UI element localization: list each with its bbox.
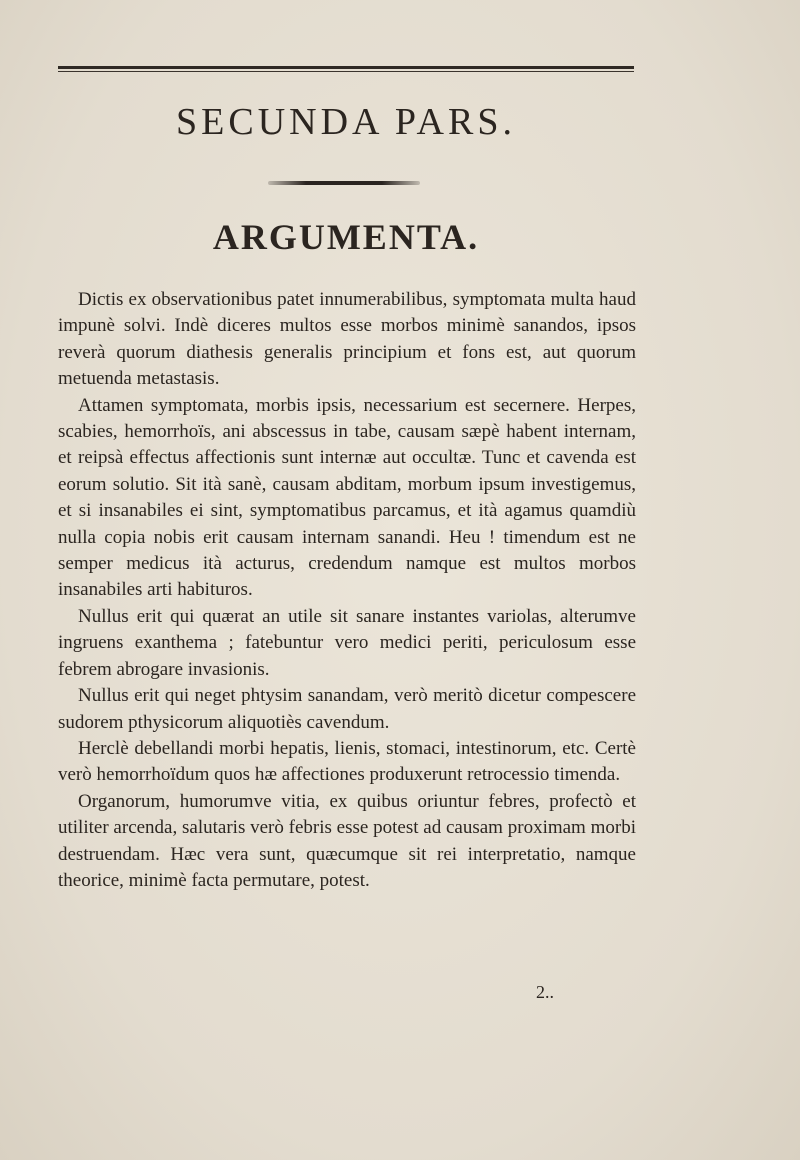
paragraph: Organorum, humorumve vitia, ex quibus oriuntur febres, profectò et utiliter arcenda, salutaris verò febris esse potest ad causam proximam morbi destruendam. Hæc vera sunt, quæcumque sit rei interpretatio, namque theorice, minimè facta permutare, potest.: [58, 790, 636, 891]
paragraph: Dictis ex observationibus patet innumerabilibus, symptomata multa haud impunè solvi. Indè diceres multos esse morbos minimè sanandos, ipsos reverà quorum diathesis generalis principium et fons est, aut quorum metuenda metastasis.: [58, 289, 636, 390]
paragraph: Nullus erit qui quærat an utile sit sanare instantes variolas, alterumve ingruens exanthema ; fatebuntur vero medici periti, periculosum esse febrem abrogare invasionis.: [58, 605, 636, 680]
ornamental-rule: [268, 181, 420, 185]
body-text: [58, 287, 636, 894]
paragraph: Herclè debellandi morbi hepatis, lienis, stomaci, intestinorum, etc. Certè verò hemorrhoïdum quos hæ affectiones produxerunt retrocessio timenda.: [58, 737, 636, 786]
paragraph: Attamen symptomata, morbis ipsis, necessarium est secernere. Herpes, scabies, hemorrhoïs, ani abscessus in tabe, causam sæpè habent internam, et reipsà effectus affectionis sunt internæ aut occultæ. Tunc et cavenda est eorum solutio. Sit ità sanè, causam abditam, morbum ipsum investigemus, et si insanabiles ei sint, symptomatibus parcamus, et ità agamus quamdiù nulla copia nobis erit causam internam sanandi. Heu ! timendum est ne semper medicus ità acturus, credendum namque est multos morbos insanabiles arti habituros.: [58, 394, 636, 601]
rule-thin-line: [58, 71, 634, 72]
top-double-rule: [58, 66, 634, 72]
part-title: SECUNDA PARS.: [176, 101, 516, 143]
catchword: 2..: [536, 982, 554, 1002]
rule-thick-line: [58, 66, 634, 69]
paragraph: Nullus erit qui neget phtysim sanandam, verò meritò dicetur compescere sudorem pthysicorum aliquotiès cavendum.: [58, 685, 636, 733]
section-title: ARGUMENTA.: [212, 217, 480, 257]
